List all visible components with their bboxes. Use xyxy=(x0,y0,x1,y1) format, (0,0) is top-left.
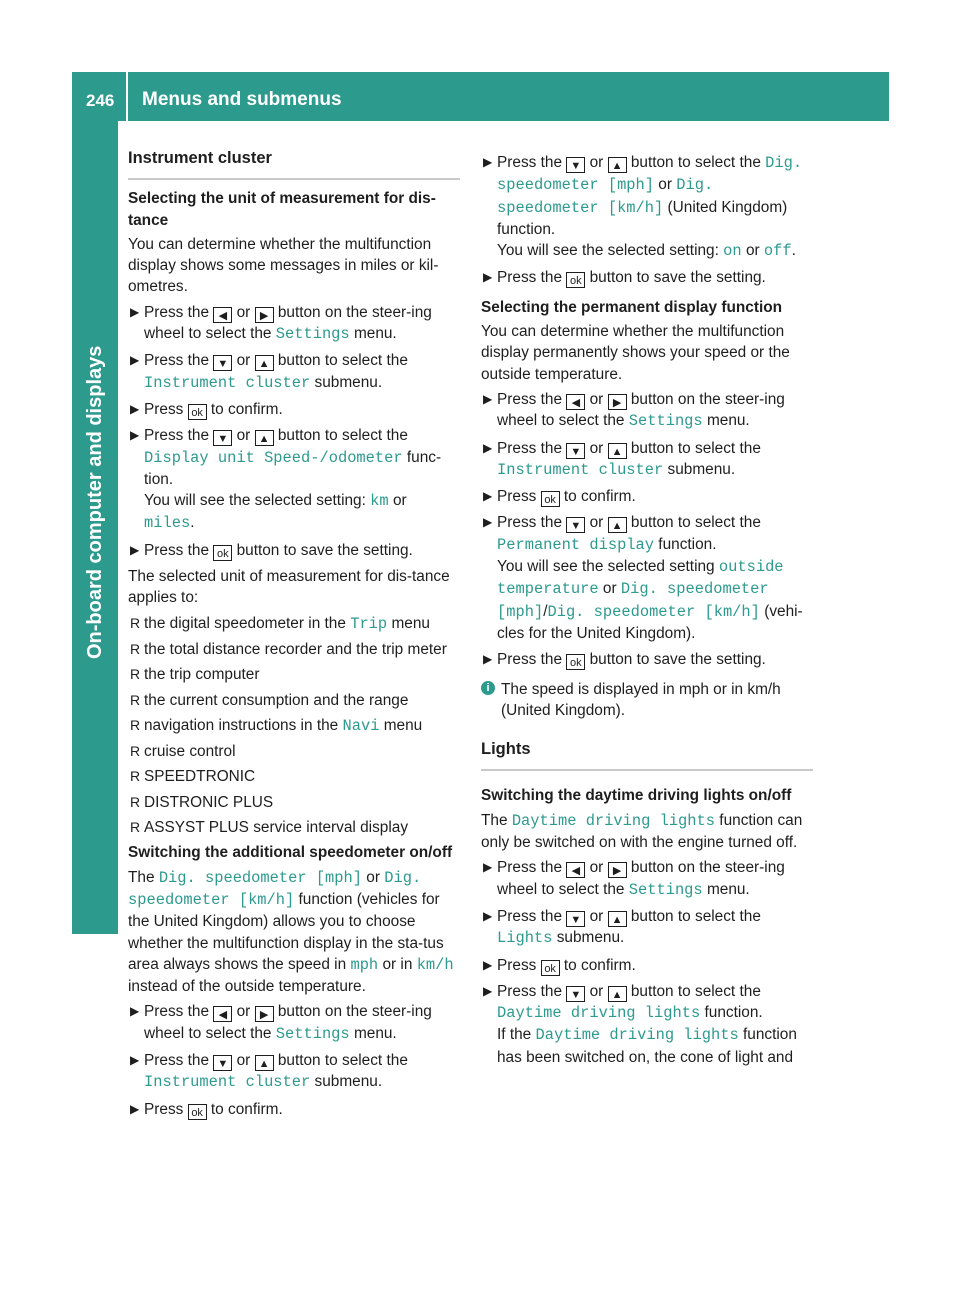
instruction-step: ▶ Press ok to confirm. xyxy=(130,400,283,419)
down-arrow-icon: ▼ xyxy=(566,517,585,533)
list-item: R ASSYST PLUS service interval display xyxy=(128,817,460,838)
step-arrow-icon: ▶ xyxy=(130,1052,140,1067)
menu-code: Instrument cluster xyxy=(144,1073,311,1092)
ok-button-icon: ok xyxy=(188,404,207,420)
paragraph: The selected unit of measurement for dis-tance applies to: xyxy=(128,568,450,607)
instruction-step: ▶ Press the ▼ or ▲ button to select the Instrument cluster submenu. xyxy=(483,439,761,479)
section-title: Instrument cluster xyxy=(128,148,460,180)
list-item: R cruise control xyxy=(128,741,460,762)
bullet-icon: R xyxy=(130,743,141,760)
subsection-title: Selecting the unit of measurement for dis-tance xyxy=(128,190,436,229)
instruction-step: ▶ Press the ▼ or ▲ button to select the Permanent display function. You will see the selected setting outside temperature or Dig. speedometer [mph]/Dig. speedometer [km/h] (vehi-cles for the United Kingdom). xyxy=(483,514,803,642)
instruction-step: ▶ Press ok to confirm. xyxy=(483,956,636,975)
down-arrow-icon: ▼ xyxy=(566,986,585,1002)
left-arrow-icon: ◀ xyxy=(213,1006,232,1022)
list-item: R the total distance recorder and the trip meter xyxy=(128,639,460,660)
instruction-step: ▶ Press the ▼ or ▲ button to select the Instrument cluster submenu. xyxy=(130,1051,408,1092)
instruction-step: ▶ Press the ◀ or ▶ button on the steer-ing wheel to select the Settings menu. xyxy=(483,390,785,431)
up-arrow-icon: ▲ xyxy=(608,443,627,459)
subsection-title: Switching the additional speedometer on/off xyxy=(128,844,453,862)
ok-button-icon: ok xyxy=(188,1104,207,1120)
bullet-icon: R xyxy=(130,640,141,657)
step-arrow-icon: ▶ xyxy=(130,1004,140,1019)
setting-code: on xyxy=(723,242,742,261)
list-item: R the trip computer xyxy=(128,664,460,685)
bullet-icon: R xyxy=(130,614,141,631)
instruction-step: ▶ Press the ok button to save the setting. xyxy=(130,541,413,560)
menu-code: Instrument cluster xyxy=(144,373,311,392)
paragraph: The Daytime driving lights function can only be switched on with the engine turned off. xyxy=(481,811,803,852)
paragraph: You can determine whether the multifunction display permanently shows your speed or the outside temperature. xyxy=(481,323,790,383)
up-arrow-icon: ▲ xyxy=(608,986,627,1002)
up-arrow-icon: ▲ xyxy=(608,157,627,173)
step-arrow-icon: ▶ xyxy=(483,860,493,875)
header-divider xyxy=(126,72,128,121)
bullet-icon: R xyxy=(130,716,141,733)
bullet-icon: R xyxy=(130,691,141,708)
up-arrow-icon: ▲ xyxy=(608,517,627,533)
instruction-step: ▶ Press the ▼ or ▲ button to select the Lights submenu. xyxy=(483,907,761,948)
right-column xyxy=(481,152,813,1073)
left-arrow-icon: ◀ xyxy=(566,394,585,410)
step-arrow-icon: ▶ xyxy=(483,391,493,406)
instruction-step: ▶ Press the ok button to save the setting. xyxy=(483,651,766,670)
info-note: i The speed is displayed in mph or in km/h (United Kingdom). xyxy=(481,679,813,722)
step-arrow-icon: ▶ xyxy=(483,957,493,972)
instruction-step: ▶ Press the ▼ or ▲ button to select the Display unit Speed-/odometer func-tion. You will see the selected setting: km or miles. xyxy=(130,427,442,533)
paragraph: You can determine whether the multifunction display shows some messages in miles or kil-ometres. xyxy=(128,235,439,296)
left-column xyxy=(128,148,460,1125)
step-arrow-icon: ▶ xyxy=(130,353,140,368)
setting-code: off xyxy=(763,242,792,261)
step-arrow-icon: ▶ xyxy=(130,542,140,557)
list-item: R the digital speedometer in the Trip menu xyxy=(130,614,430,633)
up-arrow-icon: ▲ xyxy=(255,1055,274,1071)
down-arrow-icon: ▼ xyxy=(566,911,585,927)
instruction-step: ▶ Press the ◀ or ▶ button on the steer-ing wheel to select the Settings menu. xyxy=(130,1003,432,1043)
step-arrow-icon: ▶ xyxy=(483,155,493,169)
step-arrow-icon: ▶ xyxy=(483,652,493,667)
right-arrow-icon: ▶ xyxy=(255,307,274,323)
down-arrow-icon: ▼ xyxy=(213,1055,232,1071)
down-arrow-icon: ▼ xyxy=(566,157,585,173)
step-arrow-icon: ▶ xyxy=(130,428,140,443)
instruction-step: ▶ Press ok to confirm. xyxy=(483,488,636,507)
ok-button-icon: ok xyxy=(213,545,232,561)
setting-code: miles xyxy=(144,514,191,533)
page-number: 246 xyxy=(86,91,115,110)
ok-button-icon: ok xyxy=(541,491,560,507)
down-arrow-icon: ▼ xyxy=(213,355,232,371)
bullet-icon: R xyxy=(130,793,141,810)
left-arrow-icon: ◀ xyxy=(566,862,585,878)
menu-code: Settings xyxy=(275,1024,350,1043)
menu-code: Display unit Speed-/odometer xyxy=(144,448,403,467)
list-item: R the current consumption and the range xyxy=(128,690,460,711)
right-arrow-icon: ▶ xyxy=(608,394,627,410)
down-arrow-icon: ▼ xyxy=(213,430,232,446)
step-arrow-icon: ▶ xyxy=(130,1101,140,1116)
instruction-step: ▶ Press the ◀ or ▶ button on the steer-ing wheel to select the Settings menu. xyxy=(483,859,785,899)
bullet-icon: R xyxy=(130,768,141,785)
instruction-step: ▶ Press the ▼ or ▲ button to select the Instrument cluster submenu. xyxy=(130,352,408,392)
instruction-step: ▶ Press the ▼ or ▲ button to select the Dig. speedometer [mph] or Dig. speedometer [km/h] (United Kingdom) function. You will see the selected setting: on or off. xyxy=(483,154,803,261)
step-arrow-icon: ▶ xyxy=(483,270,493,285)
step-arrow-icon: ▶ xyxy=(483,908,493,923)
instruction-step: ▶ Press ok to confirm. xyxy=(130,1100,283,1119)
instruction-step: ▶ Press the ok button to save the setting. xyxy=(483,269,766,288)
subsection-title: Switching the daytime driving lights on/off xyxy=(481,787,792,805)
step-arrow-icon: ▶ xyxy=(483,515,493,530)
page-header xyxy=(72,72,889,121)
info-icon: i xyxy=(481,681,495,695)
page-title: Menus and submenus xyxy=(142,89,342,110)
up-arrow-icon: ▲ xyxy=(255,355,274,371)
ok-button-icon: ok xyxy=(566,272,585,288)
instruction-step: ▶ Press the ▼ or ▲ button to select the Daytime driving lights function. If the Daytime driving lights function has been switched on, the cone of light and xyxy=(483,982,797,1066)
section-title: Lights xyxy=(481,739,813,771)
up-arrow-icon: ▲ xyxy=(255,430,274,446)
up-arrow-icon: ▲ xyxy=(608,911,627,927)
subsection-title: Selecting the permanent display function xyxy=(481,298,783,316)
list-item: R navigation instructions in the Navi menu xyxy=(130,716,423,735)
right-arrow-icon: ▶ xyxy=(608,862,627,878)
ok-button-icon: ok xyxy=(541,960,560,976)
chapter-tab xyxy=(72,121,118,934)
bullet-icon: R xyxy=(130,819,141,836)
setting-code: km xyxy=(370,492,389,511)
right-arrow-icon: ▶ xyxy=(255,1006,274,1022)
list-item: R DISTRONIC PLUS xyxy=(128,792,460,813)
left-arrow-icon: ◀ xyxy=(213,307,232,323)
step-arrow-icon: ▶ xyxy=(483,489,493,504)
step-arrow-icon: ▶ xyxy=(130,304,140,319)
paragraph: The Dig. speedometer [mph] or Dig. speedometer [km/h] function (vehicles for the United Kingdom) allows you to choose whether the multifunction display in the sta-tus area always shows the speed in mph or in km/h instead of the outside temperature. xyxy=(128,868,454,996)
instruction-step: ▶ Press the ◀ or ▶ button on the steer-ing wheel to select the Settings menu. xyxy=(130,303,432,344)
step-arrow-icon: ▶ xyxy=(483,983,493,998)
list-item: R SPEEDTRONIC xyxy=(128,766,460,787)
menu-code: Settings xyxy=(275,325,350,344)
down-arrow-icon: ▼ xyxy=(566,443,585,459)
ok-button-icon: ok xyxy=(566,654,585,670)
chapter-label: On-board computer and displays xyxy=(84,345,106,659)
step-arrow-icon: ▶ xyxy=(130,401,140,416)
bullet-icon: R xyxy=(130,666,141,683)
step-arrow-icon: ▶ xyxy=(483,440,493,455)
